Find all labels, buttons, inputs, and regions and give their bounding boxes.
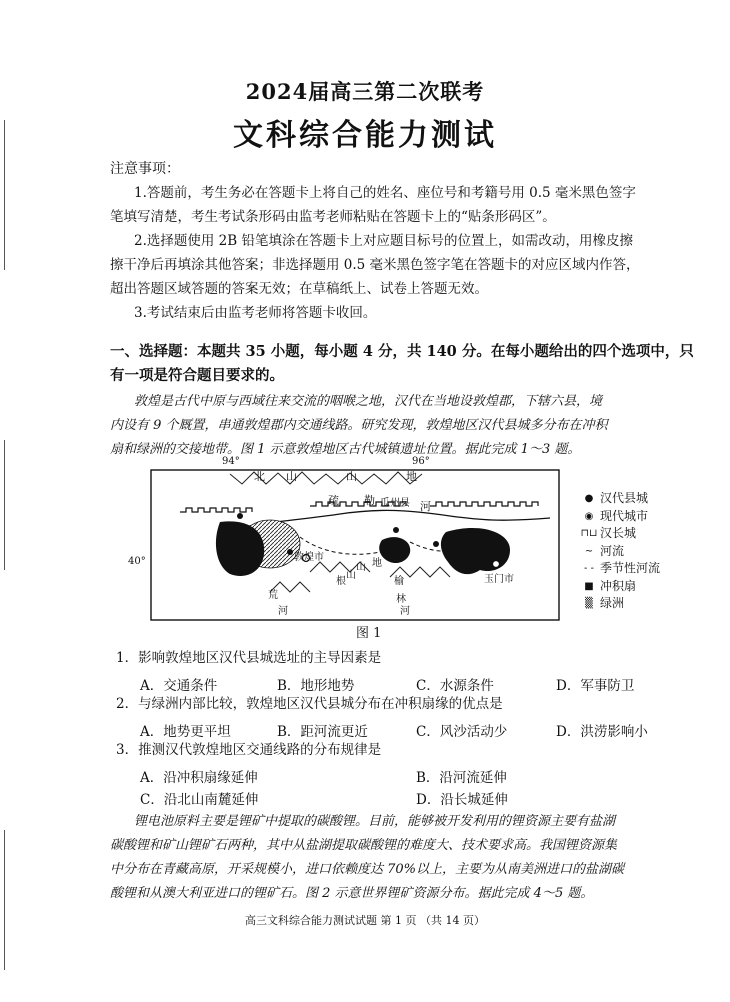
map-label-di: 地 (406, 470, 417, 483)
map-label-yumen: 玉门市 (484, 574, 514, 585)
map-label-le: 勒 (364, 494, 375, 507)
legend-symbol: ▒ (585, 598, 593, 609)
map-label-dunhuang: 敦煌市 (294, 552, 324, 563)
question-3-stem: 3．推测汉代敦煌地区交通线路的分布规律是 (116, 742, 382, 758)
legend-item (578, 595, 660, 613)
section-heading-line2: 有一项是符合题目要求的。 (110, 367, 284, 384)
notice-item3: 3.考试结束后由监考老师将答题卡收回。 (134, 305, 377, 321)
map-label-he: 河 (400, 606, 410, 617)
legend-label: 汉代县城 (600, 491, 649, 505)
binding-edge (4, 830, 5, 970)
question-3-option-c[interactable]: C．沿北山南麓延伸 (140, 792, 259, 808)
question-2-option-c[interactable]: C．风沙活动少 (416, 724, 508, 740)
map-lon-right: 96° (412, 456, 430, 467)
section-heading-line1: 一、选择题：本题共 35 小题，每小题 4 分，共 140 分。在每小题给出的四个选项中，只 (110, 343, 694, 360)
map-label-yu: 榆 (394, 576, 404, 587)
han-county-town (433, 541, 439, 547)
legend-label: 河流 (600, 543, 625, 558)
legend-item (578, 490, 660, 508)
legend-symbol: ■ (584, 580, 594, 592)
map-label-huang: 荒 (268, 590, 278, 601)
map-label-shu: 疏 (328, 494, 339, 507)
figure1-map (128, 456, 560, 622)
notice-heading: 注意事项： (110, 161, 180, 177)
map-label-shan: 山 (356, 562, 366, 573)
passage1-line3: 扇和绿洲的交接地带。图 1 示意敦煌地区古代城镇遗址位置。据此完成 1～3 题。 (110, 442, 581, 457)
legend-item (578, 508, 660, 526)
han-county-town (393, 527, 399, 533)
legend-symbol: - - (584, 563, 594, 574)
legend-label: 现代城市 (600, 508, 649, 523)
question-2-option-a[interactable]: A．地势更平坦 (140, 724, 231, 740)
modern-city (493, 561, 500, 568)
legend-item (578, 578, 660, 596)
notice-item1-line2: 笔填写清楚，考生考试条形码由监考老师粘贴在答题卡上的“贴条形码区”。 (110, 209, 556, 225)
legend-symbol: ◉ (584, 510, 594, 522)
legend-item (578, 543, 660, 561)
legend-symbol: ⊓⊔ (580, 528, 598, 539)
question-1-option-b[interactable]: B．地形地势 (277, 678, 355, 694)
legend-label: 汉长城 (600, 526, 637, 540)
passage1-line2: 内设有 9 个厩置，串通敦煌郡内交通线路。研究发现，敦煌地区汉代县城多分布在冲积 (110, 418, 608, 433)
notice-item1-line1: 1.答题前，考生务必在答题卡上将自己的姓名、座位号和考籍号用 0.5 毫米黑色签字 (134, 185, 636, 201)
passage2-line3: 中分布在青藏高原，开采规模小，进口依赖度达 70%以上，主要为从南美洲进口的盐湖碳 (110, 862, 625, 877)
legend-item (578, 525, 660, 543)
passage2-line1: 锂电池原料主要是锂矿中提取的碳酸锂。目前，能够被开发利用的锂资源主要有盐湖 (134, 814, 616, 829)
map-label-di: 地 (372, 558, 382, 569)
question-1-option-d[interactable]: D．军事防卫 (556, 678, 635, 694)
passage2-line2: 碳酸锂和矿山锂矿石两种，其中从盐湖提取碳酸锂的难度大、技术要求高。我国锂资源集 (110, 838, 618, 853)
map-legend (578, 490, 660, 613)
map-label-lin: 林 (396, 594, 406, 605)
question-2-option-d[interactable]: D．洪涝影响小 (556, 724, 648, 740)
question-1-stem: 1．影响敦煌地区汉代县城选址的主导因素是 (116, 650, 382, 666)
map-lat: 40° (128, 556, 146, 567)
notice-item2-line1: 2.选择题使用 2B 铅笔填涂在答题卡上对应题目标号的位置上，如需改动，用橡皮擦 (134, 233, 633, 249)
map-label-shan: 山 (286, 470, 297, 483)
notice-item2-line2: 擦干净后再填涂其他答案；非选择题用 0.5 毫米黑色签字笔在答题卡的对应区域内作答， (110, 257, 640, 273)
exam-title: 2024届高三第二次联考 (245, 79, 485, 104)
map-label-gen: 根 (336, 576, 346, 587)
map-label-bei: 北 (254, 470, 265, 483)
han-county-town (287, 549, 293, 555)
figure1-caption: 图 1 (356, 626, 382, 641)
passage1-line1: 敦煌是古代中原与西域往来交流的咽喉之地，汉代在当地设敦煌郡，下辖六县，境 (134, 394, 603, 409)
legend-label: 季节性河流 (600, 561, 661, 575)
question-2-option-b[interactable]: B．距河流更近 (277, 724, 368, 740)
map-label-he: 河 (278, 606, 288, 617)
legend-label: 冲积扇 (600, 578, 637, 593)
legend-item (578, 560, 660, 578)
question-1-option-a[interactable]: A．交通条件 (140, 678, 218, 694)
map-label-he: 河 (420, 500, 431, 513)
map-lon-left: 94° (222, 456, 240, 467)
legend-symbol: ● (584, 493, 594, 504)
legend-symbol: ∼ (584, 545, 594, 557)
exam-subject: 文科综合能力测试 (233, 118, 497, 153)
question-3-option-d[interactable]: D．沿长城延伸 (416, 792, 508, 808)
notice-item2-line3: 超出答题区域答题的答案无效；在草稿纸上、试卷上答题无效。 (110, 281, 488, 297)
question-2-stem: 2．与绿洲内部比较，敦煌地区汉代县城分布在冲积扇缘的优点是 (116, 696, 503, 712)
question-1-option-c[interactable]: C．水源条件 (416, 678, 494, 694)
page-footer: 高三文科综合能力测试试题 第 1 页 （共 14 页） (245, 914, 485, 927)
map-label-guazhou: 瓜州县 (380, 498, 410, 509)
question-3-option-a[interactable]: A．沿冲积扇缘延伸 (140, 770, 258, 786)
map-label-shan: 山 (346, 570, 356, 581)
map-label-shan: 山 (346, 470, 357, 483)
question-3-option-b[interactable]: B．沿河流延伸 (416, 770, 507, 786)
binding-edge (4, 440, 5, 570)
passage2-line4: 酸锂和从澳大利亚进口的锂矿石。图 2 示意世界锂矿资源分布。据此完成 4～5 题。 (110, 886, 594, 901)
legend-label: 绿洲 (600, 596, 625, 610)
han-county-town (237, 513, 243, 519)
